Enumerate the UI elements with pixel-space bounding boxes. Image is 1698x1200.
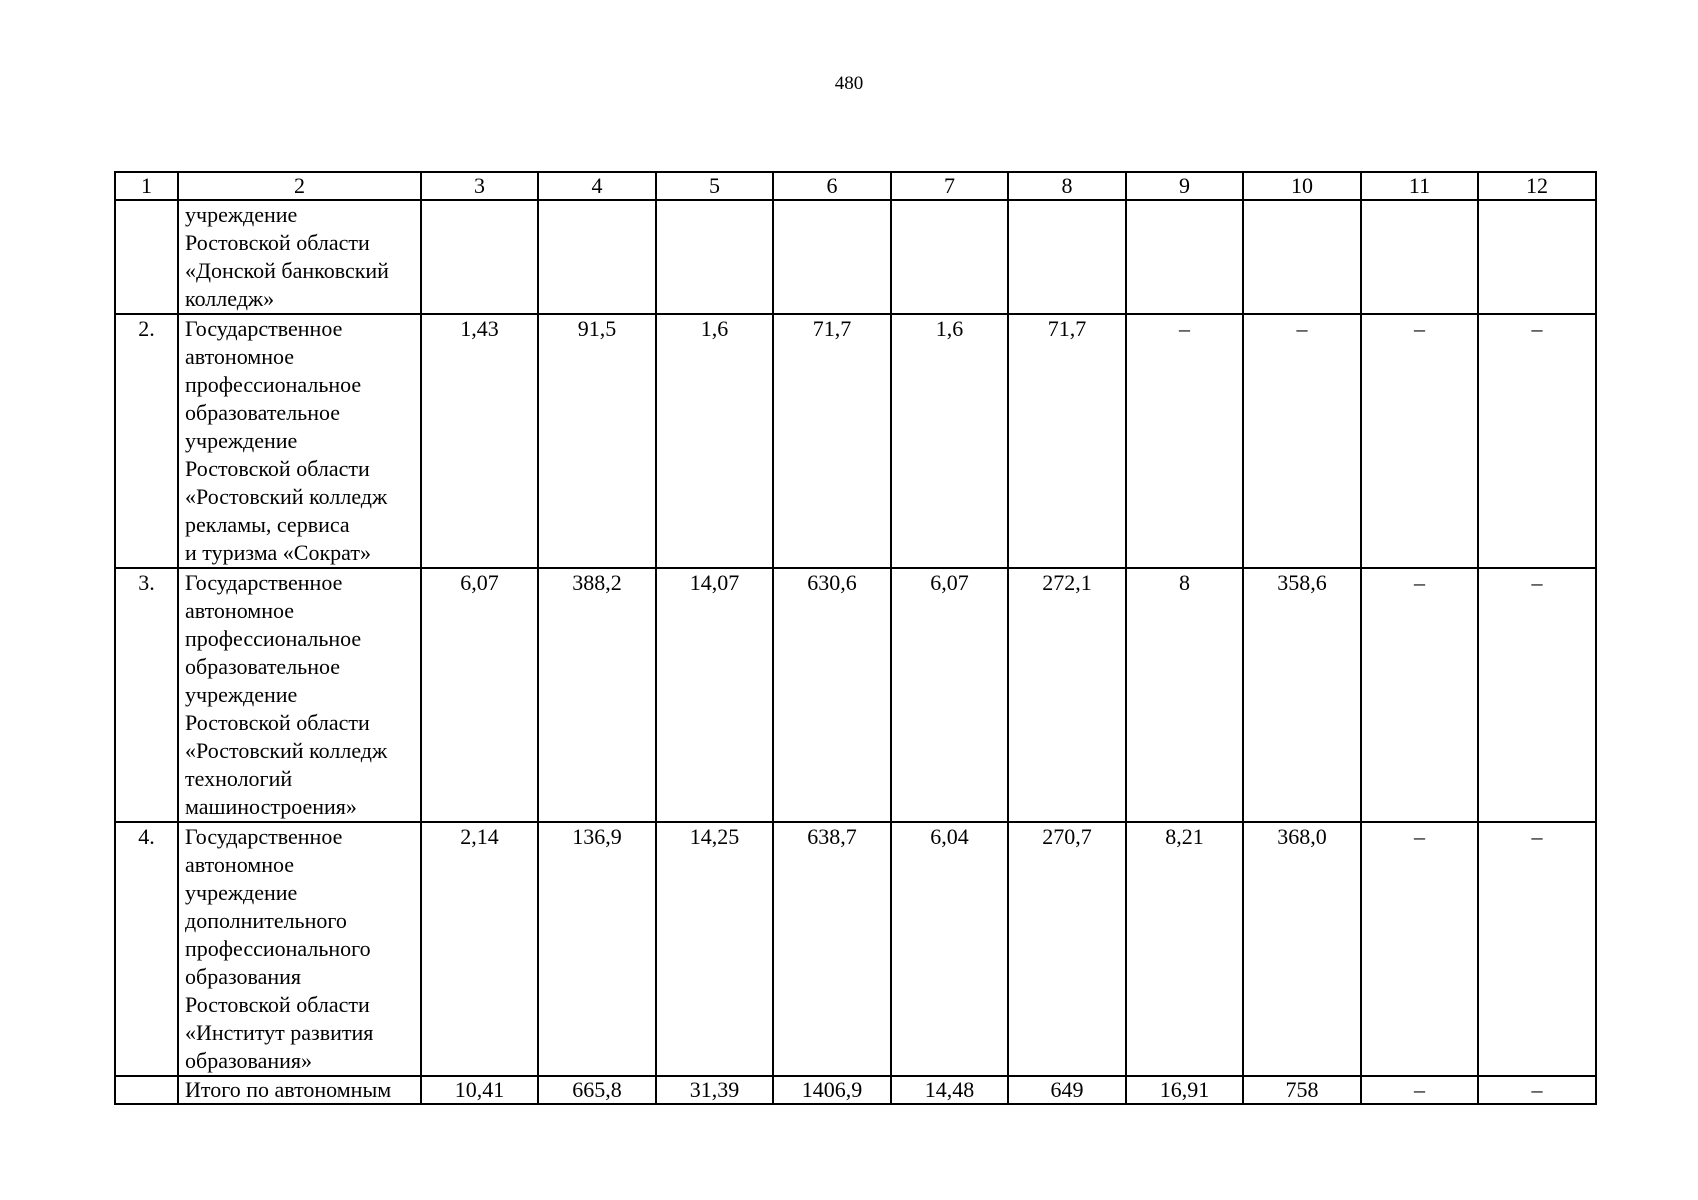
name-line: образования [185, 964, 302, 989]
value-cell: 758 [1243, 1076, 1361, 1104]
name-line: Ростовской области [185, 230, 370, 255]
name-line: Государственное [185, 570, 343, 595]
value-cell [891, 200, 1008, 314]
institution-name-cell [178, 568, 421, 822]
value-cell [773, 200, 891, 314]
value-cell [1126, 200, 1243, 314]
value-cell: 630,6 [773, 568, 891, 822]
name-line: «Донской банковский [185, 258, 389, 283]
value-cell: 8,21 [1126, 822, 1243, 1076]
value-cell: 388,2 [538, 568, 656, 822]
value-cell [656, 200, 773, 314]
name-line: «Ростовский колледж [185, 484, 388, 509]
name-line: профессиональное [185, 372, 362, 397]
value-cell: 71,7 [773, 314, 891, 568]
header-cell: 1 [115, 172, 178, 200]
name-line: колледж» [185, 286, 275, 311]
table-total-row [115, 1076, 1596, 1104]
header-cell: 4 [538, 172, 656, 200]
value-cell: – [1243, 314, 1361, 568]
row-number-cell [115, 200, 178, 314]
name-line: «Институт развития [185, 1020, 374, 1045]
name-line: рекламы, сервиса [185, 512, 350, 537]
value-cell: – [1361, 822, 1478, 1076]
name-line: автономное [185, 344, 295, 369]
value-cell [1478, 200, 1596, 314]
table-row [115, 314, 1596, 568]
institution-name-cell [178, 200, 421, 314]
name-line: «Ростовский колледж [185, 738, 388, 763]
name-line: учреждение [185, 428, 298, 453]
value-cell: 8 [1126, 568, 1243, 822]
name-line: профессионального [185, 936, 371, 961]
value-cell [421, 200, 538, 314]
value-cell: 1,6 [891, 314, 1008, 568]
value-cell: 14,07 [656, 568, 773, 822]
name-line: образовательное [185, 400, 341, 425]
name-line: Ростовской области [185, 456, 370, 481]
value-cell: – [1478, 1076, 1596, 1104]
value-cell: – [1361, 1076, 1478, 1104]
value-cell: 91,5 [538, 314, 656, 568]
value-cell [1361, 200, 1478, 314]
value-cell: – [1478, 314, 1596, 568]
name-line: дополнительного [185, 908, 347, 933]
value-cell: – [1478, 568, 1596, 822]
name-line: Государственное [185, 824, 343, 849]
name-line: и туризма «Сократ» [185, 540, 371, 565]
value-cell: 6,07 [891, 568, 1008, 822]
value-cell: – [1361, 314, 1478, 568]
value-cell: – [1361, 568, 1478, 822]
header-cell: 3 [421, 172, 538, 200]
value-cell: 6,07 [421, 568, 538, 822]
header-cell: 7 [891, 172, 1008, 200]
table-row [115, 822, 1596, 1076]
value-cell: 16,91 [1126, 1076, 1243, 1104]
name-line: Ростовской области [185, 710, 370, 735]
name-line: профессиональное [185, 626, 362, 651]
row-number-cell: 4. [115, 822, 178, 1076]
value-cell: 665,8 [538, 1076, 656, 1104]
header-cell: 8 [1008, 172, 1126, 200]
value-cell: 1,6 [656, 314, 773, 568]
header-cell: 11 [1361, 172, 1478, 200]
value-cell: 638,7 [773, 822, 891, 1076]
value-cell: 272,1 [1008, 568, 1126, 822]
value-cell: 14,48 [891, 1076, 1008, 1104]
value-cell [538, 200, 656, 314]
name-line: Государственное [185, 316, 343, 341]
table-header-row [115, 172, 1596, 200]
table-row [115, 200, 1596, 314]
header-cell: 12 [1478, 172, 1596, 200]
name-line: учреждение [185, 880, 298, 905]
name-line: учреждение [185, 682, 298, 707]
value-cell: 358,6 [1243, 568, 1361, 822]
name-line: машиностроения» [185, 794, 357, 819]
name-line: Ростовской области [185, 992, 370, 1017]
name-line: автономное [185, 852, 295, 877]
row-number-cell: 2. [115, 314, 178, 568]
header-cell: 9 [1126, 172, 1243, 200]
name-line: автономное [185, 598, 295, 623]
name-line: учреждение [185, 202, 298, 227]
institution-name-cell [178, 1076, 421, 1104]
name-line: образования» [185, 1048, 313, 1073]
value-cell: 136,9 [538, 822, 656, 1076]
name-line: технологий [185, 766, 293, 791]
header-cell: 6 [773, 172, 891, 200]
value-cell: 6,04 [891, 822, 1008, 1076]
value-cell: 1406,9 [773, 1076, 891, 1104]
value-cell [1243, 200, 1361, 314]
value-cell: 649 [1008, 1076, 1126, 1104]
value-cell: 368,0 [1243, 822, 1361, 1076]
name-line: Итого по автономным [185, 1077, 392, 1102]
institution-name-cell [178, 314, 421, 568]
value-cell: – [1478, 822, 1596, 1076]
data-table [114, 171, 1597, 1105]
value-cell: 71,7 [1008, 314, 1126, 568]
header-cell: 2 [178, 172, 421, 200]
value-cell: 10,41 [421, 1076, 538, 1104]
value-cell: 14,25 [656, 822, 773, 1076]
name-line: образовательное [185, 654, 341, 679]
header-cell: 10 [1243, 172, 1361, 200]
value-cell: 2,14 [421, 822, 538, 1076]
institution-name-cell [178, 822, 421, 1076]
page-number: 480 [834, 73, 864, 94]
value-cell: 31,39 [656, 1076, 773, 1104]
value-cell: – [1126, 314, 1243, 568]
value-cell: 1,43 [421, 314, 538, 568]
row-number-cell: 3. [115, 568, 178, 822]
value-cell: 270,7 [1008, 822, 1126, 1076]
value-cell [1008, 200, 1126, 314]
row-number-cell [115, 1076, 178, 1104]
header-cell: 5 [656, 172, 773, 200]
table-row [115, 568, 1596, 822]
